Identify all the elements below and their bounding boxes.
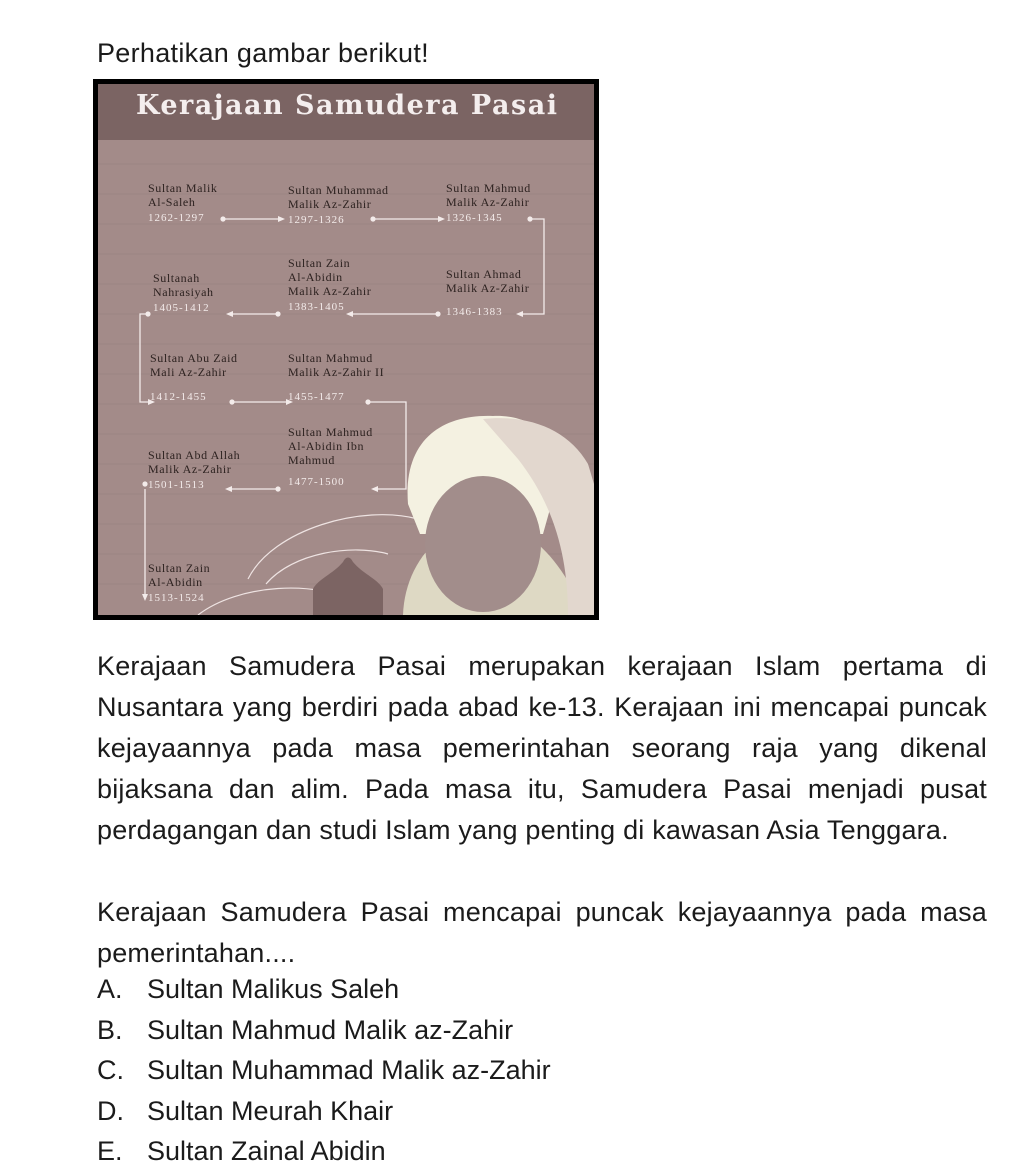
option-letter: A. bbox=[97, 974, 123, 1004]
option-text: Sultan Malikus Saleh bbox=[147, 974, 400, 1004]
ruler-name: Sultan Mahmud Malik Az-Zahir II bbox=[288, 351, 385, 379]
ruler-name: Sultan Zain Al-Abidin Malik Az-Zahir bbox=[288, 256, 372, 298]
ruler-years: 1346-1383 bbox=[446, 306, 503, 318]
ruler-name: Sultan Zain Al-Abidin bbox=[148, 561, 211, 589]
ruler-years: 1326-1345 bbox=[446, 212, 503, 224]
option-text: Sultan Muhammad Malik az-Zahir bbox=[147, 1055, 551, 1085]
ruler-years: 1412-1455 bbox=[150, 391, 207, 403]
ruler-node bbox=[288, 351, 384, 404]
answer-option[interactable] bbox=[97, 1131, 551, 1172]
ruler-node bbox=[288, 425, 373, 489]
answer-option[interactable] bbox=[97, 1091, 551, 1132]
option-text: Sultan Mahmud Malik az-Zahir bbox=[147, 1014, 514, 1045]
option-letter: D. bbox=[97, 1095, 124, 1126]
ruler-node bbox=[288, 183, 389, 227]
ruler-name: Sultan Abu Zaid Mali Az-Zahir bbox=[150, 351, 238, 379]
option-text: Sultan Zainal Abidin bbox=[147, 1136, 386, 1166]
answer-option[interactable] bbox=[97, 969, 551, 1010]
timeline-artwork bbox=[98, 84, 594, 615]
answer-option[interactable] bbox=[97, 1050, 551, 1091]
option-text: Sultan Meurah Khair bbox=[147, 1095, 394, 1126]
answer-option[interactable] bbox=[97, 1010, 551, 1051]
ruler-years: 1262-1297 bbox=[148, 212, 205, 224]
ruler-node bbox=[446, 181, 531, 225]
question-text: Kerajaan Samudera Pasai mencapai puncak kejayaannya pada masa pemerintahan.... bbox=[97, 897, 987, 968]
ruler-node bbox=[148, 448, 240, 492]
ruler-name: Sultan Ahmad Malik Az-Zahir bbox=[446, 267, 530, 295]
ruler-years: 1383-1405 bbox=[288, 301, 345, 313]
ruler-name: Sultanah Nahrasiyah bbox=[153, 271, 214, 299]
figure-banner bbox=[98, 84, 594, 140]
ruler-name: Sultan Abd Allah Malik Az-Zahir bbox=[148, 448, 241, 476]
ruler-node bbox=[148, 181, 218, 225]
option-letter: C. bbox=[97, 1055, 124, 1085]
ruler-years: 1477-1500 bbox=[288, 476, 345, 488]
intro-instruction: Perhatikan gambar berikut! bbox=[97, 38, 429, 68]
ruler-node bbox=[153, 271, 214, 315]
option-letter: E. bbox=[97, 1136, 123, 1166]
ruler-node bbox=[150, 351, 238, 404]
ruler-years: 1455-1477 bbox=[288, 391, 345, 403]
ruler-node bbox=[446, 267, 529, 319]
ruler-name: Sultan Mahmud Al-Abidin Ibn Mahmud bbox=[288, 425, 373, 467]
ruler-years: 1513-1524 bbox=[148, 592, 205, 604]
ruler-years: 1297-1326 bbox=[288, 214, 345, 226]
option-letter: B. bbox=[97, 1014, 123, 1045]
ruler-node bbox=[148, 561, 210, 605]
ruler-years: 1405-1412 bbox=[153, 302, 210, 314]
ruler-name: Sultan Mahmud Malik Az-Zahir bbox=[446, 181, 531, 209]
timeline-figure bbox=[93, 79, 599, 620]
answer-options bbox=[97, 969, 551, 1172]
ruler-node bbox=[288, 256, 371, 314]
figure-title: Kerajaan Samudera Pasai bbox=[136, 90, 559, 121]
ruler-name: Sultan Muhammad Malik Az-Zahir bbox=[288, 183, 389, 211]
ruler-name: Sultan Malik Al-Saleh bbox=[148, 181, 218, 209]
ruler-years: 1501-1513 bbox=[148, 479, 205, 491]
reading-paragraph: Kerajaan Samudera Pasai merupakan kerajaan Islam pertama di Nusantara yang berdiri pada abad ke-13. Kerajaan ini mencapai puncak kejayaannya pada masa pemerintahan seorang raja yang dikenal bijaksana dan alim. Pada masa itu, Samudera Pasai menjadi pusat perdagangan dan studi Islam yang penting di kawasan Asia Tenggara. bbox=[97, 651, 987, 845]
